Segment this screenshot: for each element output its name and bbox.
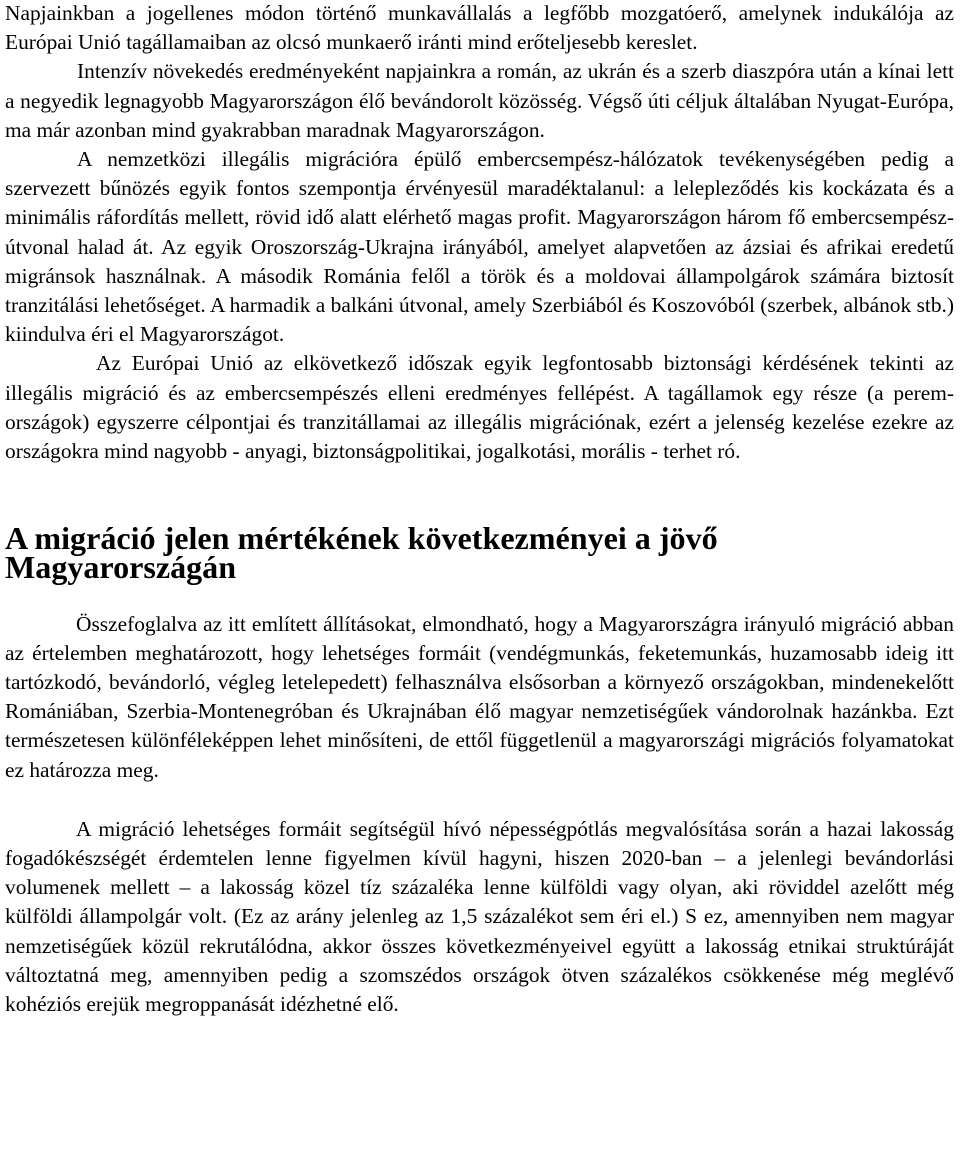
paragraph-eu-security: Az Európai Unió az elkövetkező időszak egyik legfontosabb biztonsági kérdésének tekinti az illegális migráció és az embercsempészés elleni eredményes fellépést. A tagállamok egy része (a perem-országok) egyszerre célpontjai és tranzitállamai az illegális migrációnak, ezért a jelenség kezelése ezekre az országokra mind nagyobb - anyagi, biztonságpolitikai, jogalkotási, morális - terhet ró.: [5, 351, 954, 464]
paragraph-smuggling-routes: A nemzetközi illegális migrációra épülő embercsempész-hálózatok tevékenységében pedig a szervezett bűnözés egyik fontos szempontja érvényesül maradéktalanul: a lelepleződés kis kockázata és a minimális ráfordítás mellett, rövid idő alatt elérhető magas profit. Magyarországon három fő embercsempész-útvonal halad át. Az egyik Oroszország-Ukrajna irányából, amelyet alapvetően az ázsiai és afrikai eredetű migránsok használnak. A második Románia felől a török és a moldovai állampolgárok számára biztosít tranzitálási lehetőséget. A harmadik a balkáni útvonal, amely Szerbiából és Koszovóból (szerbek, albánok stb.) kiindulva éri el Magyarországot.: [5, 147, 954, 347]
spacer: [5, 785, 954, 815]
paragraph-chinese-community: Intenzív növekedés eredményeként napjainkra a román, az ukrán és a szerb diaszpóra után a kínai lett a negyedik legnagyobb Magyarországon élő bevándorolt közösség. Végső úti céljuk általában Nyugat-Európa, ma már azonban mind gyakrabban maradnak Magyarországon.: [5, 59, 954, 142]
section-heading: A migráció jelen mértékének következményei a jövő Magyarországán: [5, 520, 718, 586]
spacer: [5, 583, 954, 610]
paragraph-summary: Összefoglalva az itt említett állításokat, elmondható, hogy a Magyarországra irányuló migráció abban az értelemben meghatározott, hogy lehetséges formáit (vendégmunkás, feketemunkás, huzamosabb ideig itt tartózkodó, bevándorló, végleg letelepedett) felhasználva elsősorban a környező országokban, mindenekelőtt Romániában, Szerbia-Montenegróban és Ukrajnában élő magyar nemzetiségűek vándorolnak hazánkba. Ezt természetesen különféleképpen lehet minősíteni, de ettől függetlenül a magyarországi migrációs folyamatokat ez határozza meg.: [5, 611, 954, 782]
paragraph-illegal-work: Napjainkban a jogellenes módon történő munkavállalás a legfőbb mozgatóerő, amelynek indukálója az Európai Unió tagállamaiban az olcsó munkaerő iránti mind erőteljesebb kereslet.: [5, 1, 954, 55]
paragraph-population-replacement: A migráció lehetséges formáit segítségül hívó népességpótlás megvalósítása során a hazai lakosság fogadókészségét érdemtelen lenne figyelmen kívül hagyni, hiszen 2020-ban – a jelenlegi bevándorlási volumenek mellett – a lakosság közel tíz százaléka lenne külföldi vagy olyan, aki röviddel azelőtt még külföldi állampolgár volt. (Ez az arány jelenleg az 1,5 százalékot sem éri el.) S ez, amennyiben nem magyar nemzetiségűek közül rekrutálódna, akkor összes következményeivel együtt a lakosság etnikai struktúráját változtatná meg, amennyiben pedig a szomszédos országok ötven százalékos csökkenése még meglévő kohéziós erejük megroppanását idézhetné elő.: [5, 816, 954, 1017]
spacer: [5, 466, 954, 524]
